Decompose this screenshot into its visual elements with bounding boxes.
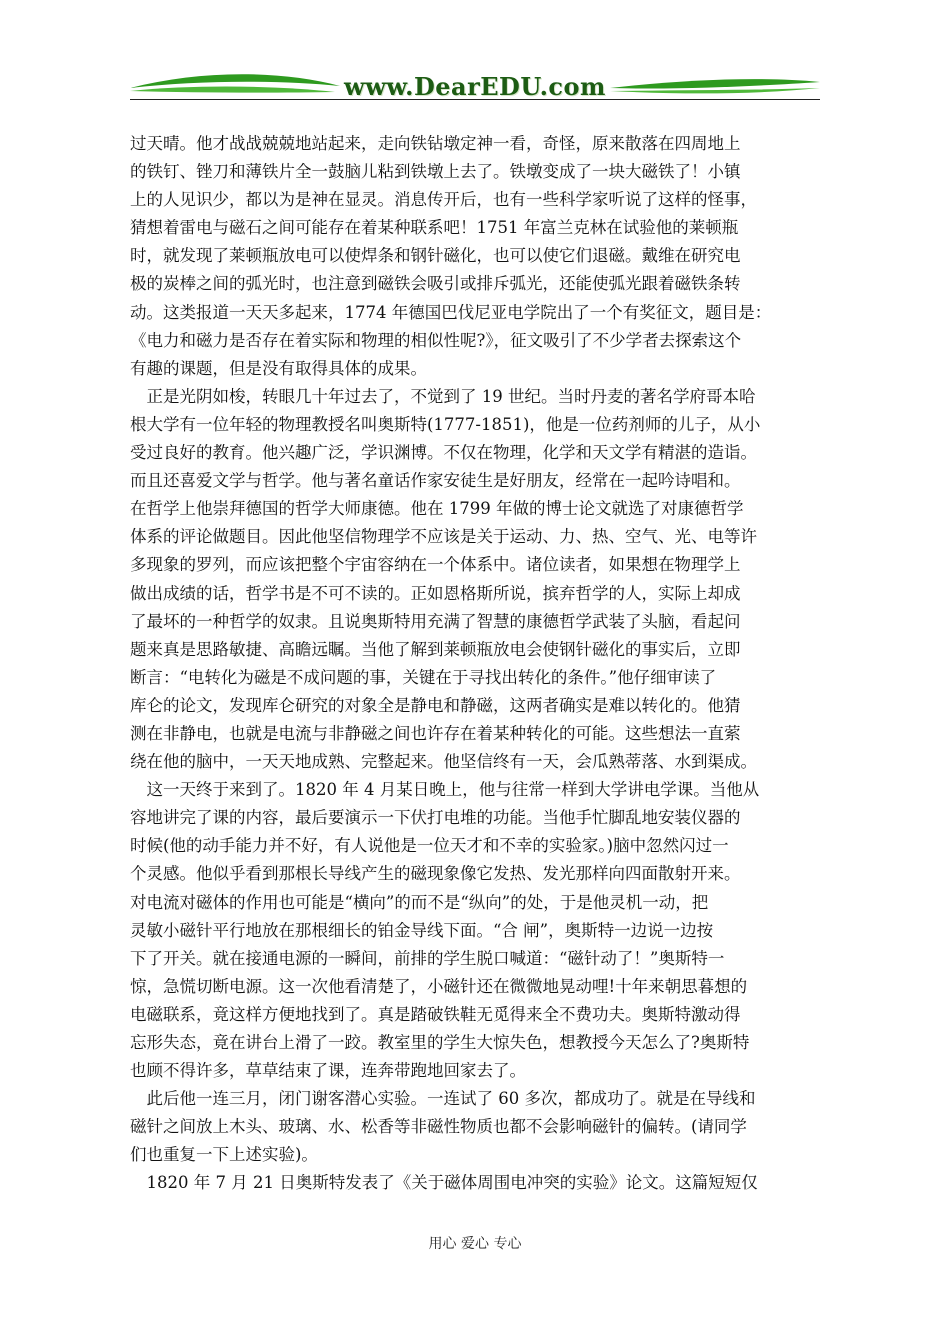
text-line: 《电力和磁力是否存在着实际和物理的相似性呢?》，征文吸引了不少学者去探索这个 [130,330,742,350]
text-line: 这一天终于来到了。1820 年 4 月某日晚上，他与往常一样到大学讲电学课。当他从 [130,780,760,800]
text-line: 在哲学上他崇拜德国的哲学大师康德。他在 1799 年做的博士论文就选了对康德哲学 [130,499,744,519]
text-line: 时候(他的动手能力并不好，有人说他是一位天才和不幸的实验家。)脑中忽然闪过一 [130,836,729,856]
text-line: 库仑的论文，发现库仑研究的对象全是静电和静磁，这两者确实是难以转化的。他猜 [130,695,741,715]
text-line: 们也重复一下上述实验)。 [130,1145,318,1165]
site-header [130,66,820,106]
text-line: 容地讲完了课的内容，最后要演示一下伏打电堆的功能。当他手忙脚乱地安装仪器的 [130,808,741,828]
text-line: 断言：“电转化为磁是不成问题的事，关键在于寻找出转化的条件。”他仔细审读了 [130,667,717,687]
text-line: 灵敏小磁针平行地放在那根细长的铂金导线下面。“合 闸”，奥斯特一边说一边按 [130,920,714,940]
text-line: 1820 年 7 月 21 日奥斯特发表了《关于磁体周围电冲突的实验》论文。这篇短短仅 [130,1173,758,1193]
text-line: 时，就发现了莱顿瓶放电可以使焊条和钢针磁化，也可以使它们退磁。戴维在研究电 [130,246,741,266]
site-logo-text: www.DearEDU.com [344,72,606,101]
text-line: 下了开关。就在接通电源的一瞬间，前排的学生脱口喊道：“磁针动了！”奥斯特一 [130,948,725,968]
text-line: 有趣的课题，但是没有取得具体的成果。 [130,358,427,378]
text-line: 根大学有一位年轻的物理教授名叫奥斯特(1777-1851)，他是一位药剂师的儿子，从小 [130,414,761,434]
text-line: 题来真是思路敏捷、高瞻远瞩。当他了解到莱顿瓶放电会使钢针磁化的事实后，立即 [130,639,741,659]
text-line: 猜想着雷电与磁石之间可能存在着某种联系吧！1751 年富兰克林在试验他的莱顿瓶 [130,218,739,238]
text-line: 过天晴。他才战战兢兢地站起来，走向铁钻墩定神一看，奇怪，原来散落在四周地上 [130,134,741,153]
page-footer: 用心 爱心 专心 [428,1236,522,1252]
article-text [130,130,822,1198]
text-line: 体系的评论做题目。因此他坚信物理学不应该是关于运动、力、热、空气、光、电等许 [130,527,757,547]
text-line: 正是光阴如梭，转眼几十年过去了，不觉到了 19 世纪。当时丹麦的著名学府哥本哈 [130,386,756,406]
text-line: 电磁联系，竟这样方便地找到了。真是踏破铁鞋无觅得来全不费功夫。奥斯特激动得 [130,1004,741,1024]
text-line: 而且还喜爱文学与哲学。他与著名童话作家安徒生是好朋友，经常在一起吟诗唱和。 [130,471,741,491]
text-line: 个灵感。他似乎看到那根长导线产生的磁现象像它发热、发光那样向四面散射开来。 [130,864,741,884]
text-line: 绕在他的脑中，一天天地成熟、完整起来。他坚信终有一天，会瓜熟蒂落、水到渠成。 [130,752,757,772]
text-line: 惊，急慌切断电源。这一次他看清楚了，小磁针还在微微地晃动哩!十年来朝思暮想的 [130,976,748,996]
text-line: 上的人见识少，都以为是神在显灵。消息传开后，也有一些科学家听说了这样的怪事， [130,190,757,210]
text-line: 多现象的罗列，而应该把整个宇宙容纳在一个体系中。诸位读者，如果想在物理学上 [130,555,741,575]
text-line: 对电流对磁体的作用也可能是“横向”的而不是“纵向”的处，于是他灵机一动，把 [130,892,709,912]
header-divider [130,99,820,100]
text-line: 测在非静电，也就是电流与非静磁之间也许存在着某种转化的可能。这些想法一直萦 [130,723,741,743]
text-line: 也顾不得许多，草草结束了课，连奔带跑地回家去了。 [130,1061,526,1081]
article-body [130,130,822,1198]
text-line: 磁针之间放上木头、玻璃、水、松香等非磁性物质也都不会影响磁针的偏转。(请同学 [130,1117,747,1137]
text-line: 极的炭棒之间的弧光时，也注意到磁铁会吸引或排斥弧光，还能使弧光跟着磁铁条转 [130,274,741,294]
text-line: 了最坏的一种哲学的奴隶。且说奥斯特用充满了智慧的康德哲学武装了头脑，看起问 [130,611,741,631]
text-line: 做出成绩的话，哲学书是不可不读的。正如恩格斯所说，摈弃哲学的人，实际上却成 [130,583,741,603]
text-line: 忘形失态，竟在讲台上滑了一跤。教室里的学生大惊失色，想教授今天怎么了?奥斯特 [130,1033,750,1052]
text-line: 动。这类报道一天天多起来，1774 年德国巴伐尼亚电学院出了一个有奖征文，题目是： [130,302,772,322]
text-line: 受过良好的教育。他兴趣广泛，学识渊博。不仅在物理，化学和天文学有精湛的造诣。 [130,443,757,463]
text-line: 此后他一连三月，闭门谢客潜心实验。一连试了 60 多次，都成功了。就是在导线和 [130,1089,756,1109]
text-line: 的铁钉、锉刀和薄铁片全一鼓脑儿粘到铁墩上去了。铁墩变成了一块大磁铁了！小镇 [130,162,741,182]
